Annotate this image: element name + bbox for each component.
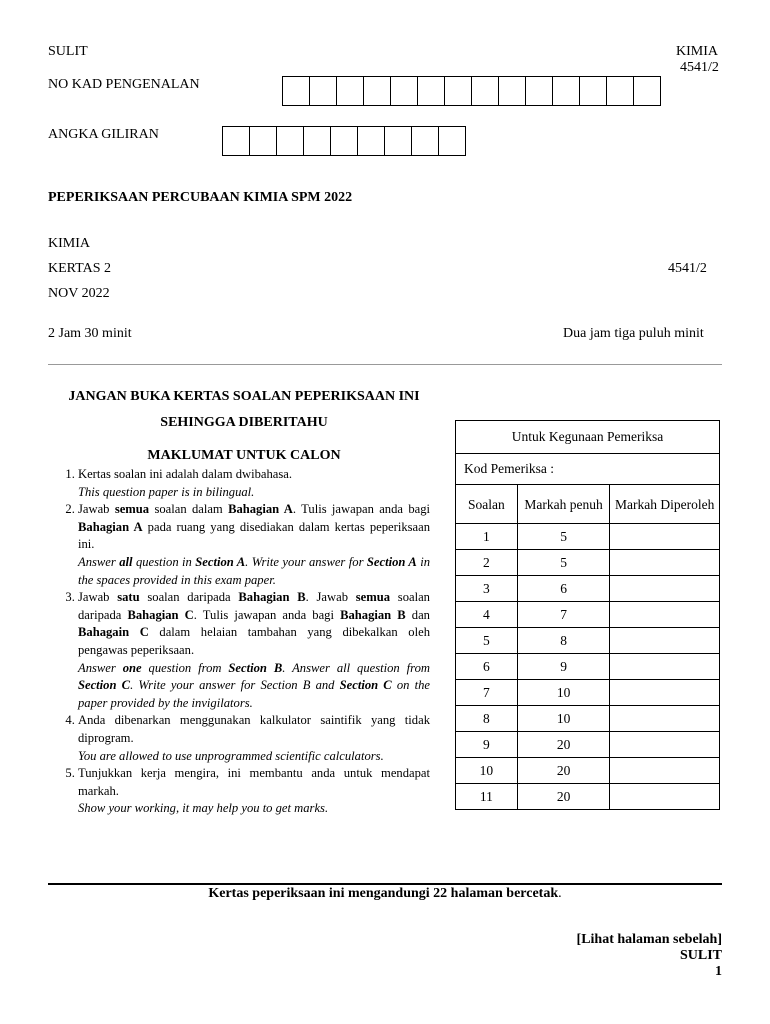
confidential-label: SULIT	[48, 44, 88, 59]
question-number: 11	[456, 784, 518, 810]
obtained-marks-cell[interactable]	[610, 758, 720, 784]
ic-box[interactable]	[607, 77, 634, 105]
full-marks: 20	[517, 784, 610, 810]
warning-line-2: SEHINGGA DIBERITAHU	[160, 415, 328, 430]
exam-duration: 2 Jam 30 minit	[48, 326, 132, 341]
ic-box[interactable]	[472, 77, 499, 105]
full-marks: 8	[517, 628, 610, 654]
marks-row	[456, 524, 720, 550]
warning-line-1: JANGAN BUKA KERTAS SOALAN PEPERIKSAAN INI	[68, 389, 420, 404]
obtained-marks-cell[interactable]	[610, 784, 720, 810]
ic-box[interactable]	[526, 77, 553, 105]
index-box[interactable]	[304, 127, 331, 155]
ic-box[interactable]	[580, 77, 607, 105]
exam-paper: KERTAS 2	[48, 261, 111, 276]
instruction-item: 3. Jawab satu soalan daripada Bahagian B. Jawab semua soalan daripada Bahagian C. Tulis jawapan anda bagi Bahagian B dan Bahagain C dalam helaian tambahan yang dibekalkan oleh pengawas peperiksaan. Answer one question from Section B. Answer all question from Section C. Write your answer for Section B and Section C on the paper provided by the invigilators.	[78, 589, 430, 712]
question-number: 6	[456, 654, 518, 680]
footer-sulit: SULIT	[679, 948, 722, 963]
index-box[interactable]	[277, 127, 304, 155]
paper-code: 4541/2	[680, 60, 719, 75]
obtained-marks-cell[interactable]	[610, 550, 720, 576]
divider	[48, 364, 722, 365]
index-box[interactable]	[250, 127, 277, 155]
full-marks: 9	[517, 654, 610, 680]
obtained-marks-cell[interactable]	[610, 732, 720, 758]
marks-row	[456, 758, 720, 784]
ic-number-label: NO KAD PENGENALAN	[48, 77, 200, 92]
question-number: 8	[456, 706, 518, 732]
marks-body	[456, 524, 720, 810]
marks-row	[456, 628, 720, 654]
ic-box[interactable]	[337, 77, 364, 105]
ic-box[interactable]	[391, 77, 418, 105]
examiner-table-title: Untuk Kegunaan Pemeriksa	[456, 421, 720, 454]
marks-row	[456, 654, 720, 680]
full-marks: 10	[517, 706, 610, 732]
index-number-label: ANGKA GILIRAN	[48, 127, 159, 142]
obtained-marks-cell[interactable]	[610, 524, 720, 550]
ic-number-boxes[interactable]	[282, 76, 661, 106]
full-marks: 5	[517, 524, 610, 550]
marks-row	[456, 784, 720, 810]
ic-box[interactable]	[283, 77, 310, 105]
index-number-boxes[interactable]	[222, 126, 466, 156]
question-number: 4	[456, 602, 518, 628]
question-number: 9	[456, 732, 518, 758]
exam-duration-words: Dua jam tiga puluh minit	[563, 326, 704, 341]
marks-row	[456, 602, 720, 628]
col-header-markah-diperoleh: Markah Diperoleh	[610, 485, 720, 524]
marks-row	[456, 576, 720, 602]
footer-rule	[48, 883, 722, 885]
examiner-marks-table	[455, 420, 720, 810]
index-box[interactable]	[223, 127, 250, 155]
subject-label: KIMIA	[676, 44, 718, 59]
obtained-marks-cell[interactable]	[610, 576, 720, 602]
next-page-note: [Lihat halaman sebelah]	[576, 932, 722, 947]
page-count-note: Kertas peperiksaan ini mengandungi 22 halaman bercetak.	[208, 886, 562, 901]
ic-box[interactable]	[499, 77, 526, 105]
col-header-markah-penuh: Markah penuh	[517, 485, 610, 524]
exam-title: PEPERIKSAAN PERCUBAAN KIMIA SPM 2022	[48, 190, 353, 205]
ic-box[interactable]	[418, 77, 445, 105]
marks-row	[456, 680, 720, 706]
full-marks: 10	[517, 680, 610, 706]
index-box[interactable]	[358, 127, 385, 155]
instruction-item: 2. Jawab semua soalan dalam Bahagian A. Tulis jawapan anda bagi Bahagian A pada ruang yang disediakan dalam kertas peperiksaan ini. Answer all question in Section A. Write your answer for Section A in the spaces provided in this exam paper.	[78, 501, 430, 589]
full-marks: 20	[517, 732, 610, 758]
index-box[interactable]	[439, 127, 466, 155]
ic-box[interactable]	[445, 77, 472, 105]
obtained-marks-cell[interactable]	[610, 628, 720, 654]
obtained-marks-cell[interactable]	[610, 706, 720, 732]
full-marks: 7	[517, 602, 610, 628]
col-header-soalan: Soalan	[456, 485, 518, 524]
instruction-item: 1. Kertas soalan ini adalah dalam dwibahasa. This question paper is in bilingual.	[78, 466, 430, 501]
examiner-code-label: Kod Pemeriksa :	[456, 454, 720, 485]
full-marks: 6	[517, 576, 610, 602]
question-number: 10	[456, 758, 518, 784]
exam-paper-code: 4541/2	[668, 261, 707, 276]
full-marks: 20	[517, 758, 610, 784]
marks-row	[456, 550, 720, 576]
instructions-list	[60, 466, 430, 818]
question-number: 5	[456, 628, 518, 654]
marks-row	[456, 732, 720, 758]
instruction-item: 5. Tunjukkan kerja mengira, ini membantu anda untuk mendapat markah. Show your working, it may help you to get marks.	[78, 765, 430, 818]
instruction-item: 4. Anda dibenarkan menggunakan kalkulator saintifik yang tidak diprogram. You are allowed to use unprogrammed scientific calculators.	[78, 712, 430, 765]
index-box[interactable]	[412, 127, 439, 155]
full-marks: 5	[517, 550, 610, 576]
exam-date: NOV 2022	[48, 286, 110, 301]
obtained-marks-cell[interactable]	[610, 654, 720, 680]
marks-row	[456, 706, 720, 732]
exam-subject: KIMIA	[48, 236, 90, 251]
index-box[interactable]	[331, 127, 358, 155]
ic-box[interactable]	[310, 77, 337, 105]
obtained-marks-cell[interactable]	[610, 680, 720, 706]
index-box[interactable]	[385, 127, 412, 155]
question-number: 3	[456, 576, 518, 602]
page-number: 1	[715, 964, 722, 979]
obtained-marks-cell[interactable]	[610, 602, 720, 628]
question-number: 7	[456, 680, 518, 706]
question-number: 1	[456, 524, 518, 550]
ic-box[interactable]	[364, 77, 391, 105]
ic-box[interactable]	[553, 77, 580, 105]
ic-box[interactable]	[634, 77, 661, 105]
question-number: 2	[456, 550, 518, 576]
instructions-heading: MAKLUMAT UNTUK CALON	[147, 448, 341, 463]
